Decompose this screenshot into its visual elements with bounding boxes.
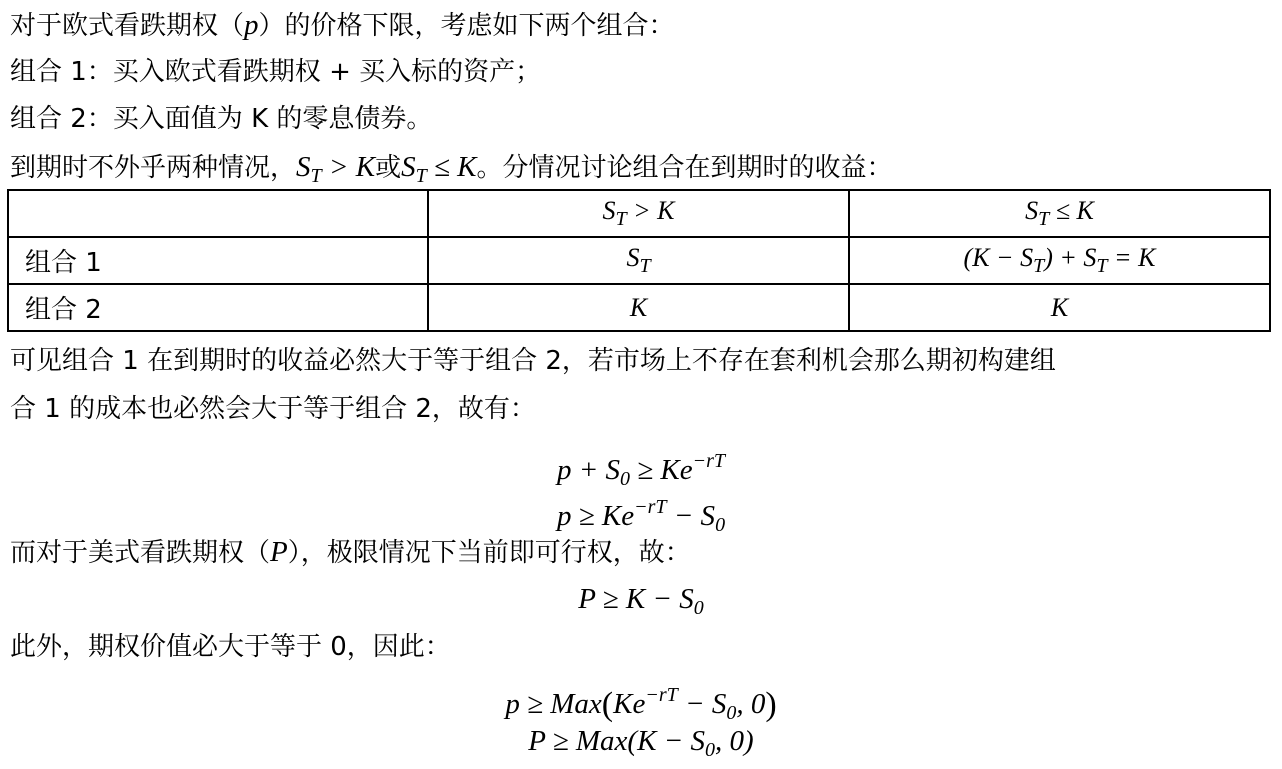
payoff-table	[7, 189, 1271, 332]
intro-text: ）的价格下限，考虑如下两个组合：	[258, 11, 675, 41]
cases-text: 到期时不外乎两种情况，	[10, 153, 297, 183]
cell-portfolio-2-case-1: K	[428, 284, 849, 331]
conclusion-line-2: 合 1 的成本也必然会大于等于组合 2，故有：	[10, 394, 536, 424]
intro-line-1	[10, 8, 675, 43]
table-header-case-1: $S_T > K$	[428, 190, 849, 237]
row-label-portfolio-1: 组合 1	[8, 237, 428, 284]
portfolio-2-definition: 组合 2：买入面值为 K 的零息债券。	[10, 104, 433, 134]
case-1-math: $S_T > K$	[296, 151, 376, 187]
conclusion-line-1: 可见组合 1 在到期时的收益必然大于等于组合 2，若市场上不存在套利机会那么期初构建组	[10, 346, 1056, 376]
american-put-line	[10, 535, 691, 570]
american-put-variable: P	[270, 536, 288, 568]
nonnegative-value-line: 此外，期权价值必大于等于 0，因此：	[10, 632, 451, 662]
american-text: 而对于美式看跌期权（	[10, 538, 271, 568]
put-price-variable: p	[244, 9, 259, 41]
portfolio-1-definition: 组合 1：买入欧式看跌期权 + 买入标的资产；	[10, 57, 542, 87]
intro-text: 对于欧式看跌期权（	[10, 11, 245, 41]
equation-european-put-max-bound: $p \ge Max(Ke^{-rT} - S_0$, 0)	[505, 684, 777, 724]
table-header-empty	[8, 190, 428, 237]
table-row	[8, 284, 1270, 331]
equation-american-put-bound: $P \ge K - S_0$	[578, 583, 704, 619]
case-2-math: $S_T \le K$	[401, 151, 477, 187]
or-text: 或	[375, 153, 402, 183]
table-header-row	[8, 190, 1270, 237]
american-text: ），极限情况下当前即可行权，故：	[287, 538, 691, 568]
cases-line	[10, 150, 892, 193]
cell-portfolio-1-case-2: $(K - S_T) + S_T = K$	[849, 237, 1270, 284]
cell-portfolio-1-case-1: $S_T$	[428, 237, 849, 284]
equation-european-put-lower-bound: $p \ge Ke^{-rT} - S_0$	[556, 496, 726, 536]
equation-put-call-bound: $p + S_0 \ge Ke^{-rT}$	[556, 450, 726, 490]
cell-portfolio-2-case-2: K	[849, 284, 1270, 331]
table-row	[8, 237, 1270, 284]
cases-text: 。分情况讨论组合在到期时的收益：	[476, 153, 893, 183]
row-label-portfolio-2: 组合 2	[8, 284, 428, 331]
equation-american-put-max-bound: $P \ge Max(K - S_0$, 0)	[528, 725, 754, 761]
table-header-case-2: $S_T \le K$	[849, 190, 1270, 237]
